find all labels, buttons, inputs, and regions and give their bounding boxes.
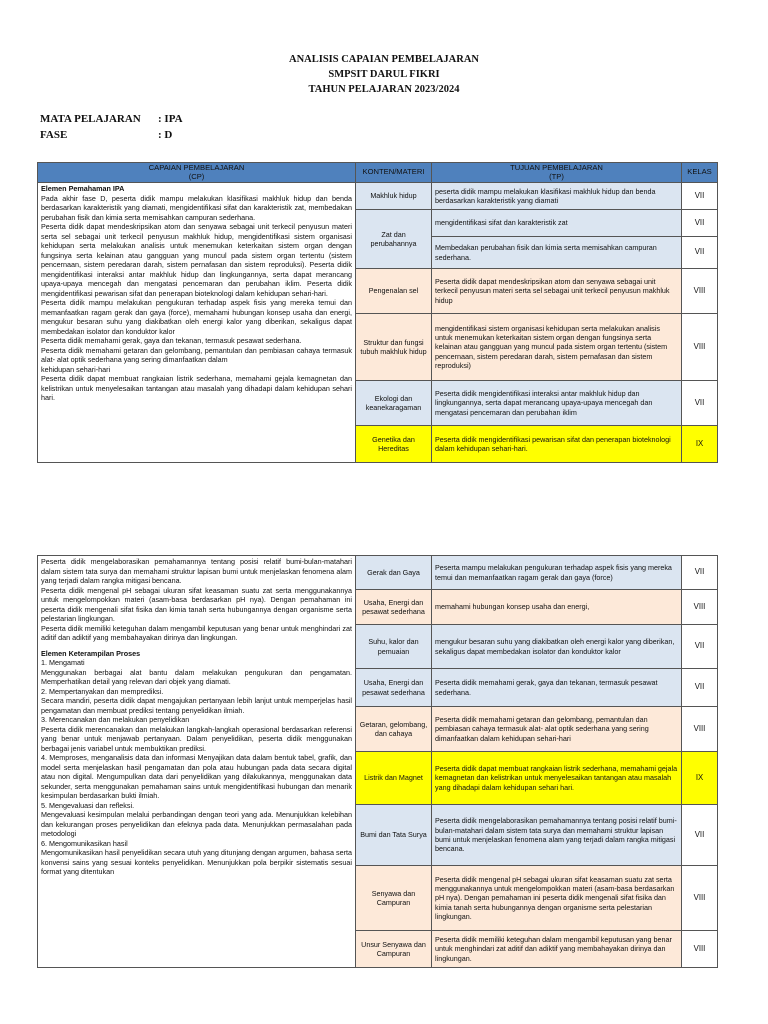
- konten-cell: Gerak dan Gaya: [356, 556, 432, 590]
- tp-cell: Peserta didik mengenal pH sebagai ukuran sifat keasaman suatu zat serta menggunakannya untuk mengelompokkan materi (asam-basa berdasarkan pH nya). Dengan pemahaman ini peserta didik mengenali sifat fisika dan kimia tanah serta hubungannya dengan organisme serta pelestarian lingkungan.: [432, 866, 682, 931]
- konten-cell: Listrik dan Magnet: [356, 752, 432, 805]
- col-header-tp: [432, 163, 682, 183]
- meta-mapel-label: MATA PELAJARAN: [40, 113, 141, 125]
- cp-paragraph: 2. Mempertanyakan dan memprediksi.: [41, 686, 164, 696]
- cp-table-1: [37, 162, 718, 463]
- kelas-cell: VIII: [682, 314, 718, 381]
- tp-cell: Peserta mampu melakukan pengukuran terhadap aspek fisis yang mereka temui dan memanfaatkan ragam gerak dan gaya (force): [432, 556, 682, 590]
- cp-cell-2: [38, 556, 356, 968]
- kelas-cell: IX: [682, 752, 718, 805]
- tp-cell: Peserta didik dapat membuat rangkaian listrik sederhana, memahami gejala kemagnetan dan kelistrikan untuk menyelesaikan tantangan atau masalah yang dihadapi dalam kehidupan sehari hari.: [432, 752, 682, 805]
- meta-fase-label: FASE: [40, 129, 68, 141]
- konten-cell: Usaha, Energi dan pesawat sederhana: [356, 590, 432, 625]
- cp-paragraph: Mengomunikasikan hasil penyelidikan secara utuh yang ditunjang dengan argumen, bahasa serta konvensi sains yang sesuai konteks penyelidikan. Menunjukkan pola berpikir sistematis sesuai format yang ditentukan: [41, 848, 352, 876]
- table-row: [38, 556, 718, 590]
- meta-fase-value: : D: [158, 129, 173, 141]
- konten-cell: Senyawa dan Campuran: [356, 866, 432, 931]
- tp-cell: peserta didik mampu melakukan klasifikasi makhluk hidup dan benda berdasarkan karakteristik yang diamati: [432, 183, 682, 210]
- tp-cell: mengidentifikasi sifat dan karakteristik zat: [432, 210, 682, 237]
- konten-cell: Zat dan perubahannya: [356, 210, 432, 269]
- cp-paragraph: Secara mandiri, peserta didik dapat mengajukan pertanyaan lebih lanjut untuk memperjelas hasil pengamatan dan membuat prediksi tentang penyelidikan ilmiah.: [41, 696, 352, 715]
- cp-paragraph: 4. Memproses, menganalisis data dan informasi Menyajikan data dalam bentuk tabel, grafik, dan model serta menjelaskan hasil pengamatan dan pola atau hubungan pada data secara digital atau non digital. Mengumpulkan data dari penyelidikan yang dilakukannya, menggunakan data sekunder, serta menggunakan pemahaman sains untuk mengidentifikasi hubungan dan menarik kesimpulan berdasarkan bukti ilmiah.: [41, 753, 352, 800]
- cp-paragraph: Peserta didik dapat mendeskripsikan atom dan senyawa sebagai unit terkecil penyusun materi serta sel sebagai unit terkecil penyusun makhluk hidup, mengidentifikasi sistem organisasi kehidupan serta melakukan analisis untuk menemukan keterkaitan sistem organ dengan fungsinya serta kelainan atau gangguan yang muncul pada sistem organ tertentu (sistem pencernaan, sistem peredaran darah, sistem pernafasan dan sistem reproduksi). Peserta didik mengidentifikasi interaksi antar makhluk hidup dan lingkungannya, serta dapat merancang upaya-upaya mencegah dan mengatasi pencemaran dan perubahan iklim. Peserta didik mengidentifikasi pewarisan sifat dan penerapan bioteknologi dalam kehidupan sehari-hari.: [41, 222, 352, 298]
- cp-table-2: [37, 555, 718, 968]
- kelas-cell: VII: [682, 210, 718, 237]
- cp-paragraph: kehidupan sehari-hari: [41, 364, 111, 374]
- tp-cell: Peserta didik memahami gerak, gaya dan tekanan, termasuk pesawat sederhana.: [432, 669, 682, 707]
- kelas-cell: VIII: [682, 590, 718, 625]
- doc-title-line1: ANALISIS CAPAIAN PEMBELAJARAN: [289, 54, 479, 65]
- cp-paragraph: Peserta didik mengelaborasikan pemahamannya tentang posisi relatif bumi-bulan-matahari dalam sistem tata surya dan memahami struktur lapisan bumi untuk menjelaskan fenomena alam yang terjadi dalam rangka mitigasi bencana.: [41, 557, 352, 585]
- cp-heading-keterampilan: Elemen Keterampilan Proses: [41, 648, 141, 658]
- cp-paragraph: 6. Mengomunikasikan hasil: [41, 838, 128, 848]
- doc-title-school: SMPSIT DARUL FIKRI: [328, 69, 440, 80]
- kelas-cell: VII: [682, 237, 718, 269]
- kelas-cell: IX: [682, 426, 718, 463]
- cp-paragraph: Peserta didik mampu melakukan pengukuran terhadap aspek fisis yang mereka temui dan memanfaatkan ragam gerak dan gaya (force), memahami hubungan konsep usaha dan energi, mengukur besaran suhu yang diakibatkan oleh energi kalor yang diberikan, sekaligus dapat membedakan isolator dan konduktor kalor: [41, 298, 352, 336]
- cp-paragraph: Peserta didik memahami gerak, gaya dan tekanan, termasuk pesawat sederhana.: [41, 336, 302, 345]
- kelas-cell: VIII: [682, 931, 718, 968]
- col-header-konten: KONTEN/MATERI: [356, 163, 432, 183]
- cp-cell-1: [38, 183, 356, 463]
- konten-cell: Pengenalan sel: [356, 269, 432, 314]
- kelas-cell: VIII: [682, 269, 718, 314]
- col-header-tp-line1: TUJUAN PEMBELAJARAN: [510, 162, 603, 172]
- tp-cell: Peserta didik mengidentifikasi pewarisan sifat dan penerapan bioteknologi dalam kehidupan sehari-hari.: [432, 426, 682, 463]
- tp-cell: memahami hubungan konsep usaha dan energi,: [432, 590, 682, 625]
- konten-cell: Suhu, kalor dan pemuaian: [356, 625, 432, 669]
- konten-cell: Makhluk hidup: [356, 183, 432, 210]
- kelas-cell: VII: [682, 669, 718, 707]
- cp-paragraph: Mengevaluasi kesimpulan melalui perbandingan dengan teori yang ada. Menunjukkan kelebihan dan kekurangan proses penyelidikan dan efeknya pada data. Menunjukkan permasalahan pada metodologi: [41, 810, 352, 838]
- col-header-cp-line2: (CP): [188, 171, 205, 181]
- konten-cell: Bumi dan Tata Surya: [356, 805, 432, 866]
- meta-fase: [40, 129, 172, 141]
- konten-cell: Struktur dan fungsi tubuh makhluk hidup: [356, 314, 432, 381]
- cp-paragraph: Peserta didik memahami getaran dan gelombang, pemantulan dan pembiasan cahaya termasuk alat- alat optik sederhana yang sering dimanfaatkan dalam: [41, 345, 352, 364]
- tp-cell: Peserta didik dapat mendeskripsikan atom dan senyawa sebagai unit terkecil penyusun materi serta sel sebagai unit terkecil penyusun makhluk hidup: [432, 269, 682, 314]
- tp-cell: Peserta didik mengelaborasikan pemahamannya tentang posisi relatif bumi-bulan-matahari dalam sistem tata surya dan memahami struktur lapisan bumi untuk menjelaskan fenomena alam yang terjadi dalam rangka mitigasi bencana.: [432, 805, 682, 866]
- col-header-kelas: KELAS: [682, 163, 718, 183]
- konten-cell: Unsur Senyawa dan Campuran: [356, 931, 432, 968]
- cp-paragraph: 5. Mengevaluasi dan refleksi.: [41, 800, 135, 810]
- meta-mapel: [40, 113, 183, 125]
- cp-paragraph: Peserta didik mengenal pH sebagai ukuran sifat keasaman suatu zat serta menggunakannya untuk mengelompokkan materi (asam-basa berdasarkan pH nya). Dengan pemahaman ini peserta didik mengenali sifat fisika dan kimia tanah serta hubungannya dengan organisme serta pelestarian lingkungan.: [41, 585, 352, 623]
- cp-paragraph: Peserta didik dapat membuat rangkaian listrik sederhana, memahami gejala kemagnetan dan kelistrikan untuk menyelesaikan tantangan atau masalah yang dihadapi dalam kehidupan sehari hari.: [41, 374, 352, 402]
- table-row: [38, 183, 718, 210]
- konten-cell: Usaha, Energi dan pesawat sederhana: [356, 669, 432, 707]
- doc-title-year: TAHUN PELAJARAN 2023/2024: [308, 84, 460, 95]
- cp-paragraph: Pada akhir fase D, peserta didik mampu melakukan klasifikasi makhluk hidup dan benda berdasarkan karakteristik yang diamati, mengidentifikasi sifat dan karakteristik zat, membedakan perubahan fisik dan kimia serta memisahkan campuran sederhana.: [41, 193, 352, 222]
- tp-cell: Membedakan perubahan fisik dan kimia serta memisahkan campuran sederhana.: [432, 237, 682, 269]
- kelas-cell: VII: [682, 183, 718, 210]
- kelas-cell: VII: [682, 556, 718, 590]
- tp-cell: mengukur besaran suhu yang diakibatkan oleh energi kalor yang diberikan, sekaligus dapat membedakan isolator dan konduktor kalor: [432, 625, 682, 669]
- meta-mapel-value: : IPA: [158, 113, 183, 125]
- konten-cell: Ekologi dan keanekaragaman: [356, 381, 432, 426]
- cp-paragraph: Menggunakan berbagai alat bantu dalam melakukan pengukuran dan pengamatan. Memperhatikan detail yang relevan dari objek yang diamati.: [41, 667, 352, 686]
- kelas-cell: VII: [682, 625, 718, 669]
- col-header-cp-line1: CAPAIAN PEMBELAJARAN: [148, 162, 245, 172]
- cp-paragraph: 3. Merencanakan dan melakukan penyelidikan: [41, 715, 190, 724]
- tp-cell: mengidentifikasi sistem organisasi kehidupan serta melakukan analisis untuk menemukan keterkaitan sistem organ dengan fungsinya serta kelainan atau gangguan yang muncul pada sistem organ tertentu (sistem pencernaan, sistem peredaran darah, sistem pernafasan dan sistem reproduksi): [432, 314, 682, 381]
- col-header-tp-line2: (TP): [549, 171, 564, 181]
- cp-paragraph: Peserta didik memiliki keteguhan dalam mengambil keputusan yang benar untuk menghindari zat aditif dan adiktif yang membahayakan dirinya dan lingkungan.: [41, 623, 352, 642]
- kelas-cell: VIII: [682, 707, 718, 752]
- konten-cell: Getaran, gelombang, dan cahaya: [356, 707, 432, 752]
- tp-cell: Peserta didik mengidentifikasi interaksi antar makhluk hidup dan lingkungannya, serta dapat merancang upaya-upaya mencegah dan mengatasi pencemaran dan perubahan iklim: [432, 381, 682, 426]
- cp-heading-pemahaman: Elemen Pemahaman IPA: [41, 184, 125, 193]
- col-header-cp: [38, 163, 356, 183]
- cp-paragraph: 1. Mengamati: [41, 658, 85, 667]
- tp-cell: Peserta didik memiliki keteguhan dalam mengambil keputusan yang benar untuk menghindari zat aditif dan adiktif yang membahayakan dirinya dan lingkungan.: [432, 931, 682, 968]
- table-header-row: [38, 163, 718, 183]
- kelas-cell: VII: [682, 805, 718, 866]
- kelas-cell: VII: [682, 381, 718, 426]
- konten-cell: Genetika dan Hereditas: [356, 426, 432, 463]
- tp-cell: Peserta didik memahami getaran dan gelombang, pemantulan dan pembiasan cahaya termasuk alat- alat optik sederhana yang sering dimanfaatkan dalam kehidupan sehari-hari: [432, 707, 682, 752]
- cp-paragraph: Peserta didik merencanakan dan melakukan langkah-langkah operasional berdasarkan referensi yang benar untuk menjawab pertanyaan. Dalam penyelidikan, peserta didik menggunakan berbagai jenis variabel untuk membuktikan prediksi.: [41, 724, 352, 753]
- kelas-cell: VIII: [682, 866, 718, 931]
